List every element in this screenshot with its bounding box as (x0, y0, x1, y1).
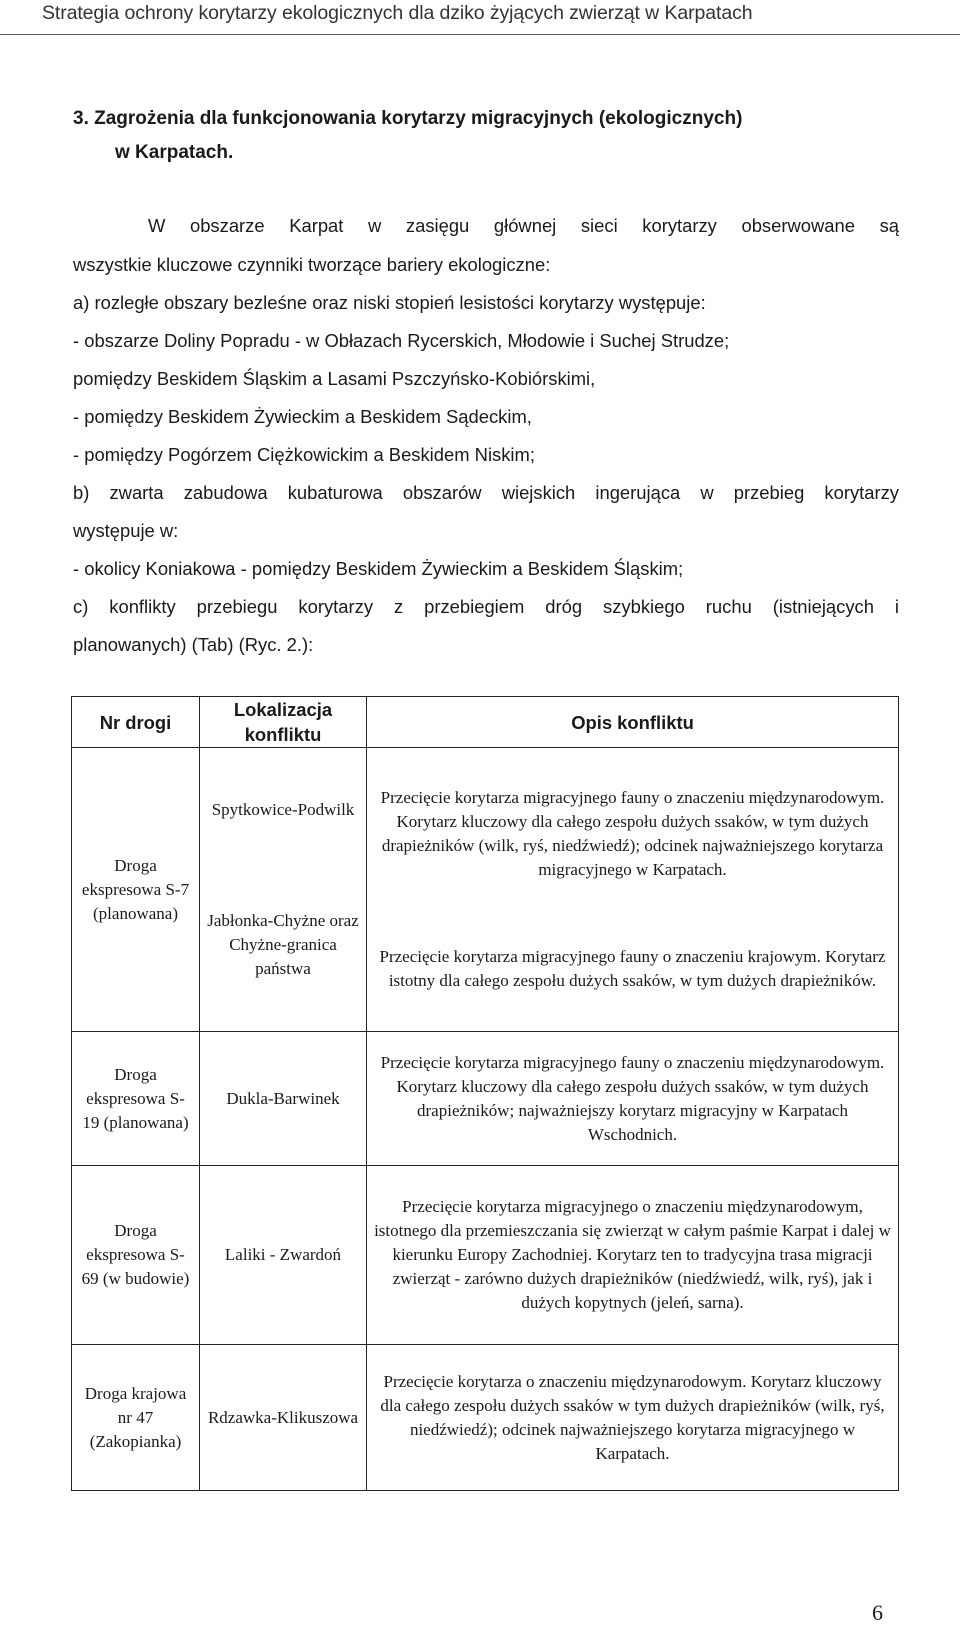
location-cell: Rdzawka-Klikuszowa (200, 1345, 367, 1491)
description-text: Przecięcie korytarza migracyjnego fauny o znaczeniu krajowym. Korytarz istotny dla całego zespołu dużych ssaków, w tym dużych drapieżników. (379, 947, 886, 990)
table-row (72, 1345, 899, 1491)
page-number: 6 (872, 1600, 883, 1625)
table-header-row (72, 697, 899, 748)
paragraph-line: - obszarze Doliny Popradu - w Obłazach Rycerskich, Młodowie i Suchej Strudze; (73, 330, 730, 351)
description-cell: Przecięcie korytarza migracyjnego o znaczeniu międzynarodowym, istotnego dla przemieszczania się zwierząt w całym paśmie Karpat i dalej w kierunku Europy Zachodniej. Korytarz ten to tradycyjna trasa migracji zwierząt - zarówno dużych drapieżników (niedźwiedź, wilk, ryś), jak i dużych kopytnych (jeleń, sarna). (367, 1166, 899, 1345)
header-divider (0, 34, 960, 35)
paragraph-line: - okolicy Koniakowa - pomiędzy Beskidem Żywieckim a Beskidem Śląskim; (73, 558, 684, 579)
paragraph-line: - pomiędzy Beskidem Żywieckim a Beskidem Sądeckim, (73, 406, 532, 427)
road-cell: Droga ekspresowa S-19 (planowana) (72, 1032, 200, 1166)
running-header: Strategia ochrony korytarzy ekologicznych dla dziko żyjących zwierząt w Karpatach (42, 2, 753, 24)
description-text: Przecięcie korytarza migracyjnego fauny o znaczeniu międzynarodowym. Korytarz kluczowy dla całego zespołu dużych ssaków, w tym dużych drapieżników (wilk, ryś, niedźwiedź); odcinek najważniejszego korytarza migracyjnego w Karpatach. (380, 788, 885, 879)
table-row (72, 748, 899, 1032)
location-cell: Laliki - Zwardoń (200, 1166, 367, 1345)
section-heading (73, 102, 903, 170)
header-location: Lokalizacja konfliktu (200, 697, 367, 748)
paragraph-line: a) rozległe obszary bezleśne oraz niski stopień lesistości korytarzy występuje: (73, 292, 706, 313)
location-text: Spytkowice-Podwilk (211, 800, 355, 819)
table-row (72, 1166, 899, 1345)
paragraph-line: c) konflikty przebiegu korytarzy z przebiegiem dróg szybkiego ruchu (istniejących i (73, 596, 899, 617)
section-heading-line2: w Karpatach. (115, 142, 234, 163)
table-row (72, 1032, 899, 1166)
paragraph-line: pomiędzy Beskidem Śląskim a Lasami Pszczyńsko-Kobiórskimi, (73, 368, 596, 389)
header-road: Nr drogi (72, 697, 200, 748)
description-cell: Przecięcie korytarza o znaczeniu międzynarodowym. Korytarz kluczowy dla całego zespołu dużych ssaków w tym dużych drapieżników (wilk, ryś, niedźwiedź); odcinek najważniejszego korytarza migracyjnego w Karpatach. (367, 1345, 899, 1491)
location-text: Jabłonka-Chyżne oraz Chyżne-granica państwa (207, 911, 359, 978)
paragraph-line: b) zwarta zabudowa kubaturowa obszarów wiejskich ingerująca w przebieg korytarzy (73, 482, 899, 503)
paragraph-line: występuje w: (73, 520, 179, 541)
location-cell (200, 748, 367, 1032)
paragraph-line: planowanych) (Tab) (Ryc. 2.): (73, 634, 314, 655)
paragraph-line: wszystkie kluczowe czynniki tworzące bariery ekologiczne: (73, 254, 551, 275)
header-description: Opis konfliktu (367, 697, 899, 748)
road-cell: Droga ekspresowa S-69 (w budowie) (72, 1166, 200, 1345)
description-cell: Przecięcie korytarza migracyjnego fauny o znaczeniu międzynarodowym. Korytarz kluczowy dla całego zespołu dużych ssaków, w tym dużych drapieżników; najważniejszy korytarz migracyjny w Karpatach Wschodnich. (367, 1032, 899, 1166)
paragraph-line: W obszarze Karpat w zasięgu głównej sieci korytarzy obserwowane są (148, 215, 899, 236)
section-heading-line1: 3. Zagrożenia dla funkcjonowania korytarzy migracyjnych (ekologicznych) (73, 108, 743, 129)
paragraph-line: - pomiędzy Pogórzem Ciężkowickim a Beskidem Niskim; (73, 444, 535, 465)
road-cell: Droga ekspresowa S-7 (planowana) (72, 748, 200, 1032)
description-cell (367, 748, 899, 1032)
road-cell: Droga krajowa nr 47 (Zakopianka) (72, 1345, 200, 1491)
location-cell: Dukla-Barwinek (200, 1032, 367, 1166)
conflicts-table (71, 696, 899, 1491)
